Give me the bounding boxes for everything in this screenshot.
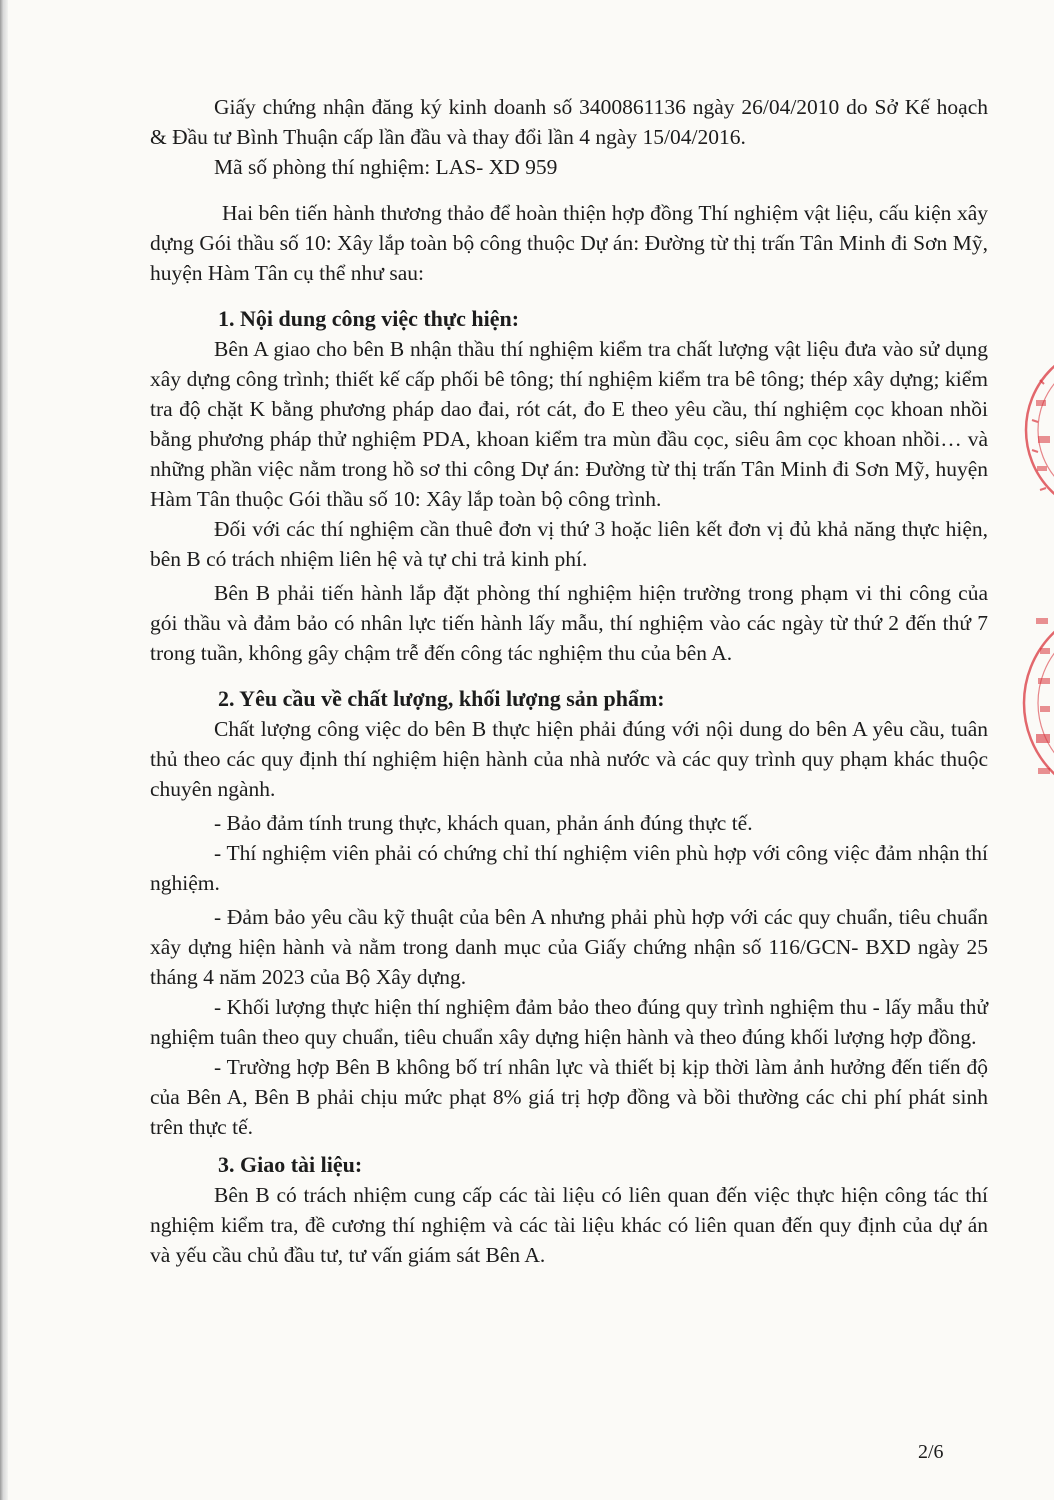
section-1-paragraph-1: Bên A giao cho bên B nhận thầu thí nghiệm kiểm tra chất lượng vật liệu đưa vào sử dụng xây dựng công trình; thiết kế cấp phối bê tông; thí nghiệm kiểm tra bê tông; thép xây dựng; kiểm tra độ chặt K bằng phương pháp dao đai, rót cát, đo E theo yêu cầu, thí nghiệm cọc khoan nhồi bằng phương pháp thử nghiệm PDA, khoan kiểm tra mùn đầu cọc, siêu âm cọc khoan nhồi… và những phần việc nằm trong hồ sơ thi công Dự án: Đường từ thị trấn Tân Minh đi Sơn Mỹ, huyện Hàm Tân thuộc Gói thầu số 10: Xây lắp toàn bộ công trình. [150,337,988,511]
section-2-heading: 2. Yêu cầu về chất lượng, khối lượng sản phẩm: [218,686,665,711]
negotiation-text: Hai bên tiến hành thương thảo để hoàn thiện hợp đồng Thí nghiệm vật liệu, cấu kiện xây dựng Gói thầu số 10: Xây lắp toàn bộ công thuộc Dự án: Đường từ thị trấn Tân Minh đi Sơn Mỹ, huyện Hàm Tân cụ thể như sau: [150,201,988,285]
section-1-paragraph-3: Bên B phải tiến hành lắp đặt phòng thí nghiệm hiện trường trong phạm vi thi công của gói thầu và đảm bảo có nhân lực tiến hành lấy mẫu, thí nghiệm vào các ngày từ thứ 2 đến thứ 7 trong tuần, không gây chậm trễ đến công tác nghiệm thu của bên A. [150,581,988,665]
section-1-paragraph-2: Đối với các thí nghiệm cần thuê đơn vị thứ 3 hoặc liên kết đơn vị đủ khả năng thực hiện, bên B có trách nhiệm liên hệ và tự chi trả kinh phí. [150,517,988,571]
page-number: 2/6 [918,1441,944,1463]
section-3-heading: 3. Giao tài liệu: [218,1152,363,1177]
scan-edge-shadow [0,0,8,1500]
section-3-paragraph-1: Bên B có trách nhiệm cung cấp các tài liệu có liên quan đến việc thực hiện công tác thí nghiệm kiểm tra, đề cương thí nghiệm và các tài liệu khác có liên quan đến quy định của dự án và yếu cầu chủ đầu tư, tư vấn giám sát Bên A. [150,1183,988,1267]
section-2-bullet-3: - Đảm bảo yêu cầu kỹ thuật của bên A nhưng phải phù hợp với các quy chuẩn, tiêu chuẩn xây dựng hiện hành và nằm trong danh mục của Giấy chứng nhận số 116/GCN- BXD ngày 25 tháng 4 năm 2023 của Bộ Xây dựng. [150,905,988,989]
section-1-heading: 1. Nội dung công việc thực hiện: [218,306,520,331]
section-2-bullet-4: - Khối lượng thực hiện thí nghiệm đảm bảo theo đúng quy trình nghiệm thu - lấy mẫu thử nghiệm tuân theo quy chuẩn, tiêu chuẩn xây dựng hiện hành và theo đúng khối lượng hợp đồng. [150,995,988,1049]
red-seal-stamp-icon [1022,598,1054,808]
section-2-bullet-2: - Thí nghiệm viên phải có chứng chỉ thí nghiệm viên phù hợp với công việc đảm nhận thí nghiệm. [150,841,988,895]
section-2-bullet-5: - Trường hợp Bên B không bố trí nhân lực và thiết bị kịp thời làm ảnh hưởng đến tiến độ của Bên A, Bên B phải chịu mức phạt 8% giá trị hợp đồng và bồi thường các chi phí phát sinh trên thực tế. [150,1055,988,1139]
section-2-bullet-1: - Bảo đảm tính trung thực, khách quan, phản ánh đúng thực tế. [214,811,753,835]
document-body [150,92,988,1270]
section-2-paragraph-1: Chất lượng công việc do bên B thực hiện phải đúng với nội dung do bên A yêu cầu, tuân thủ theo các quy định thí nghiệm hiện hành của nhà nước và các quy trình quy phạm khác thuộc chuyên ngành. [150,717,988,801]
lab-code-text: Mã số phòng thí nghiệm: LAS- XD 959 [214,155,558,179]
business-registration-text: Giấy chứng nhận đăng ký kinh doanh số 3400861136 ngày 26/04/2010 do Sở Kế hoạch & Đầu tư Bình Thuận cấp lần đầu và thay đổi lần 4 ngày 15/04/2016. [150,95,988,149]
red-seal-stamp-icon [1022,340,1054,520]
